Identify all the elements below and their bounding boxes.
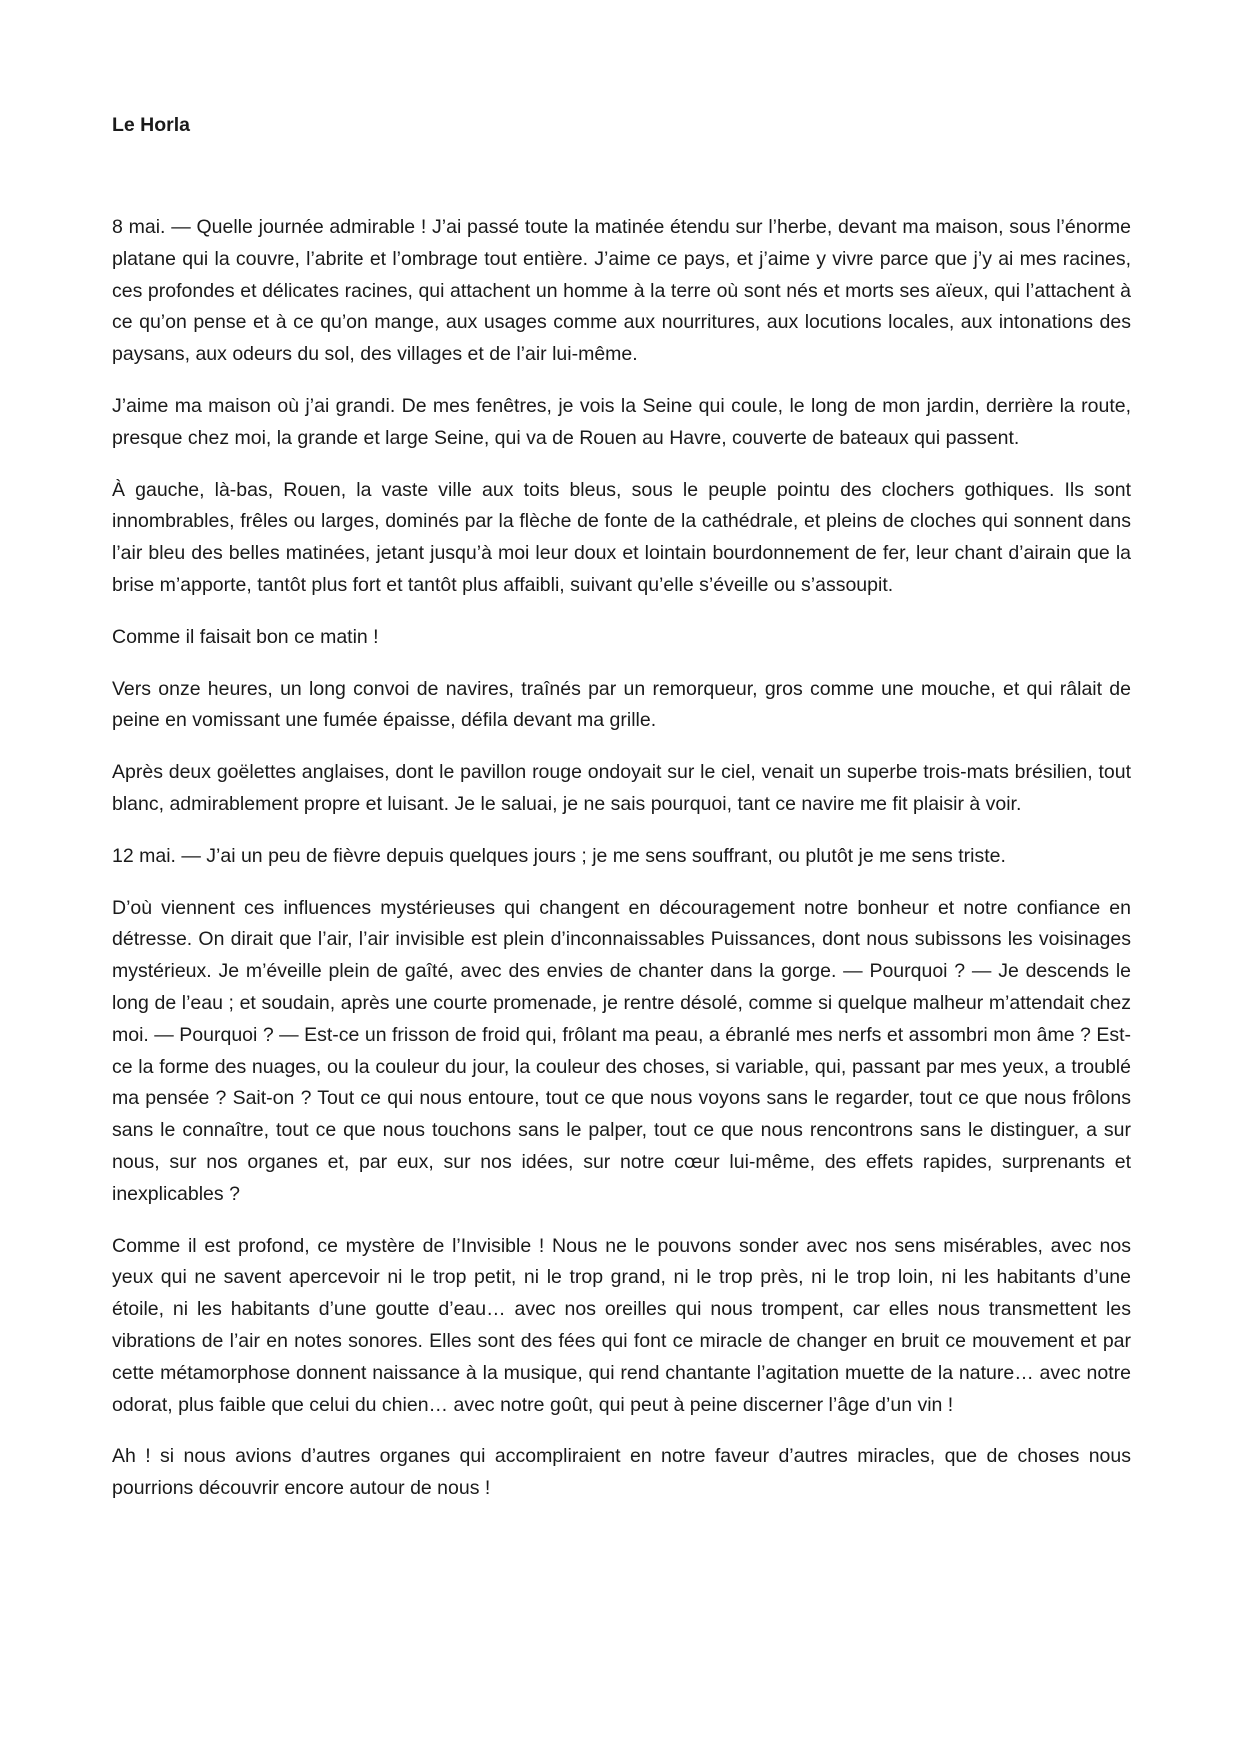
- paragraph-8-mai: 8 mai. — Quelle journée admirable ! J’ai passé toute la matinée étendu sur l’herbe, devant ma maison, sous l’énorme platane qui la couvre, l’abrite et l’ombrage tout entière. J’aime ce pays, et j’aime y vivre parce que j’y ai mes racines, ces profondes et délicates racines, qui attachent un homme à la terre où sont nés et morts ses aïeux, qui l’attachent à ce qu’on pense et à ce qu’on mange, aux usages comme aux nourritures, aux locutions locales, aux intonations des paysans, aux odeurs du sol, des villages et de l’air lui-même.: [112, 216, 1131, 366]
- paragraph-maison: J’aime ma maison où j’ai grandi. De mes fenêtres, je vois la Seine qui coule, le long de mon jardin, derrière la route, presque chez moi, la grande et large Seine, qui va de Rouen au Havre, couverte de bateaux qui passent.: [112, 394, 1131, 449]
- paragraph-invisible: Comme il est profond, ce mystère de l’Invisible ! Nous ne le pouvons sonder avec nos sens misérables, avec nos yeux qui ne savent apercevoir ni le trop petit, ni le trop grand, ni le trop près, ni le trop loin, ni les habitants d’une étoile, ni les habitants d’une goutte d’eau… avec nos oreilles qui nous trompent, car elles nous transmettent les vibrations de l’air en notes sonores. Elles sont des fées qui font ce miracle de changer en bruit ce mouvement et par cette métamorphose donnent naissance à la musique, qui rend chantante l’agitation muette de la nature… avec notre odorat, plus faible que celui du chien… avec notre goût, qui peut à peine discerner l’âge d’un vin !: [112, 1234, 1131, 1416]
- document-title: Le Horla: [112, 114, 191, 136]
- paragraph-goelettes: Après deux goëlettes anglaises, dont le pavillon rouge ondoyait sur le ciel, venait un superbe trois-mats brésilien, tout blanc, admirablement propre et luisant. Je le saluai, je ne sais pourquoi, tant ce navire me fit plaisir à voir.: [112, 761, 1131, 815]
- paragraph-matin: Comme il faisait bon ce matin !: [112, 625, 379, 648]
- paragraph-influences: D’où viennent ces influences mystérieuses qui changent en découragement notre bonheur et notre confiance en détresse. On dirait que l’air, l’air invisible est plein d’inconnaissables Puissances, dont nous subissons les voisinages mystérieux. Je m’éveille plein de gaîté, avec des envies de chanter dans la gorge. — Pourquoi ? — Je descends le long de l’eau ; et soudain, après une courte promenade, je rentre désolé, comme si quelque malheur m’attendait chez moi. — Pourquoi ? — Est-ce un frisson de froid qui, frôlant ma peau, a ébranlé mes nerfs et assombri mon âme ? Est-ce la forme des nuages, ou la couleur du jour, la couleur des choses, si variable, qui, passant par mes yeux, a troublé ma pensée ? Sait-on ? Tout ce qui nous entoure, tout ce que nous voyons sans le regarder, tout ce que nous frôlons sans le connaître, tout ce que nous touchons sans le palper, tout ce que nous rencontrons sans le distinguer, a sur nous, sur nos organes et, par eux, sur nos idées, sur notre cœur lui-même, des effets rapides, surprenants et inexplicables ?: [112, 896, 1131, 1205]
- paragraph-rouen: À gauche, là-bas, Rouen, la vaste ville aux toits bleus, sous le peuple pointu des clochers gothiques. Ils sont innombrables, frêles ou larges, dominés par la flèche de fonte de la cathédrale, et pleins de cloches qui sonnent dans l’air bleu des belles matinées, jetant jusqu’à moi leur doux et lointain bourdonnement de fer, leur chant d’airain que la brise m’apporte, tantôt plus fort et tantôt plus affaibli, suivant qu’elle s’éveille ou s’assoupit.: [112, 478, 1131, 596]
- paragraph-12-mai: 12 mai. — J’ai un peu de fièvre depuis quelques jours ; je me sens souffrant, ou plutôt je me sens triste.: [112, 844, 1006, 867]
- paragraph-convoi: Vers onze heures, un long convoi de navires, traînés par un remorqueur, gros comme une mouche, et qui râlait de peine en vomissant une fumée épaisse, défila devant ma grille.: [112, 677, 1131, 732]
- paragraph-organes: Ah ! si nous avions d’autres organes qui accompliraient en notre faveur d’autres miracles, que de choses nous pourrions découvrir encore autour de nous !: [112, 1445, 1131, 1500]
